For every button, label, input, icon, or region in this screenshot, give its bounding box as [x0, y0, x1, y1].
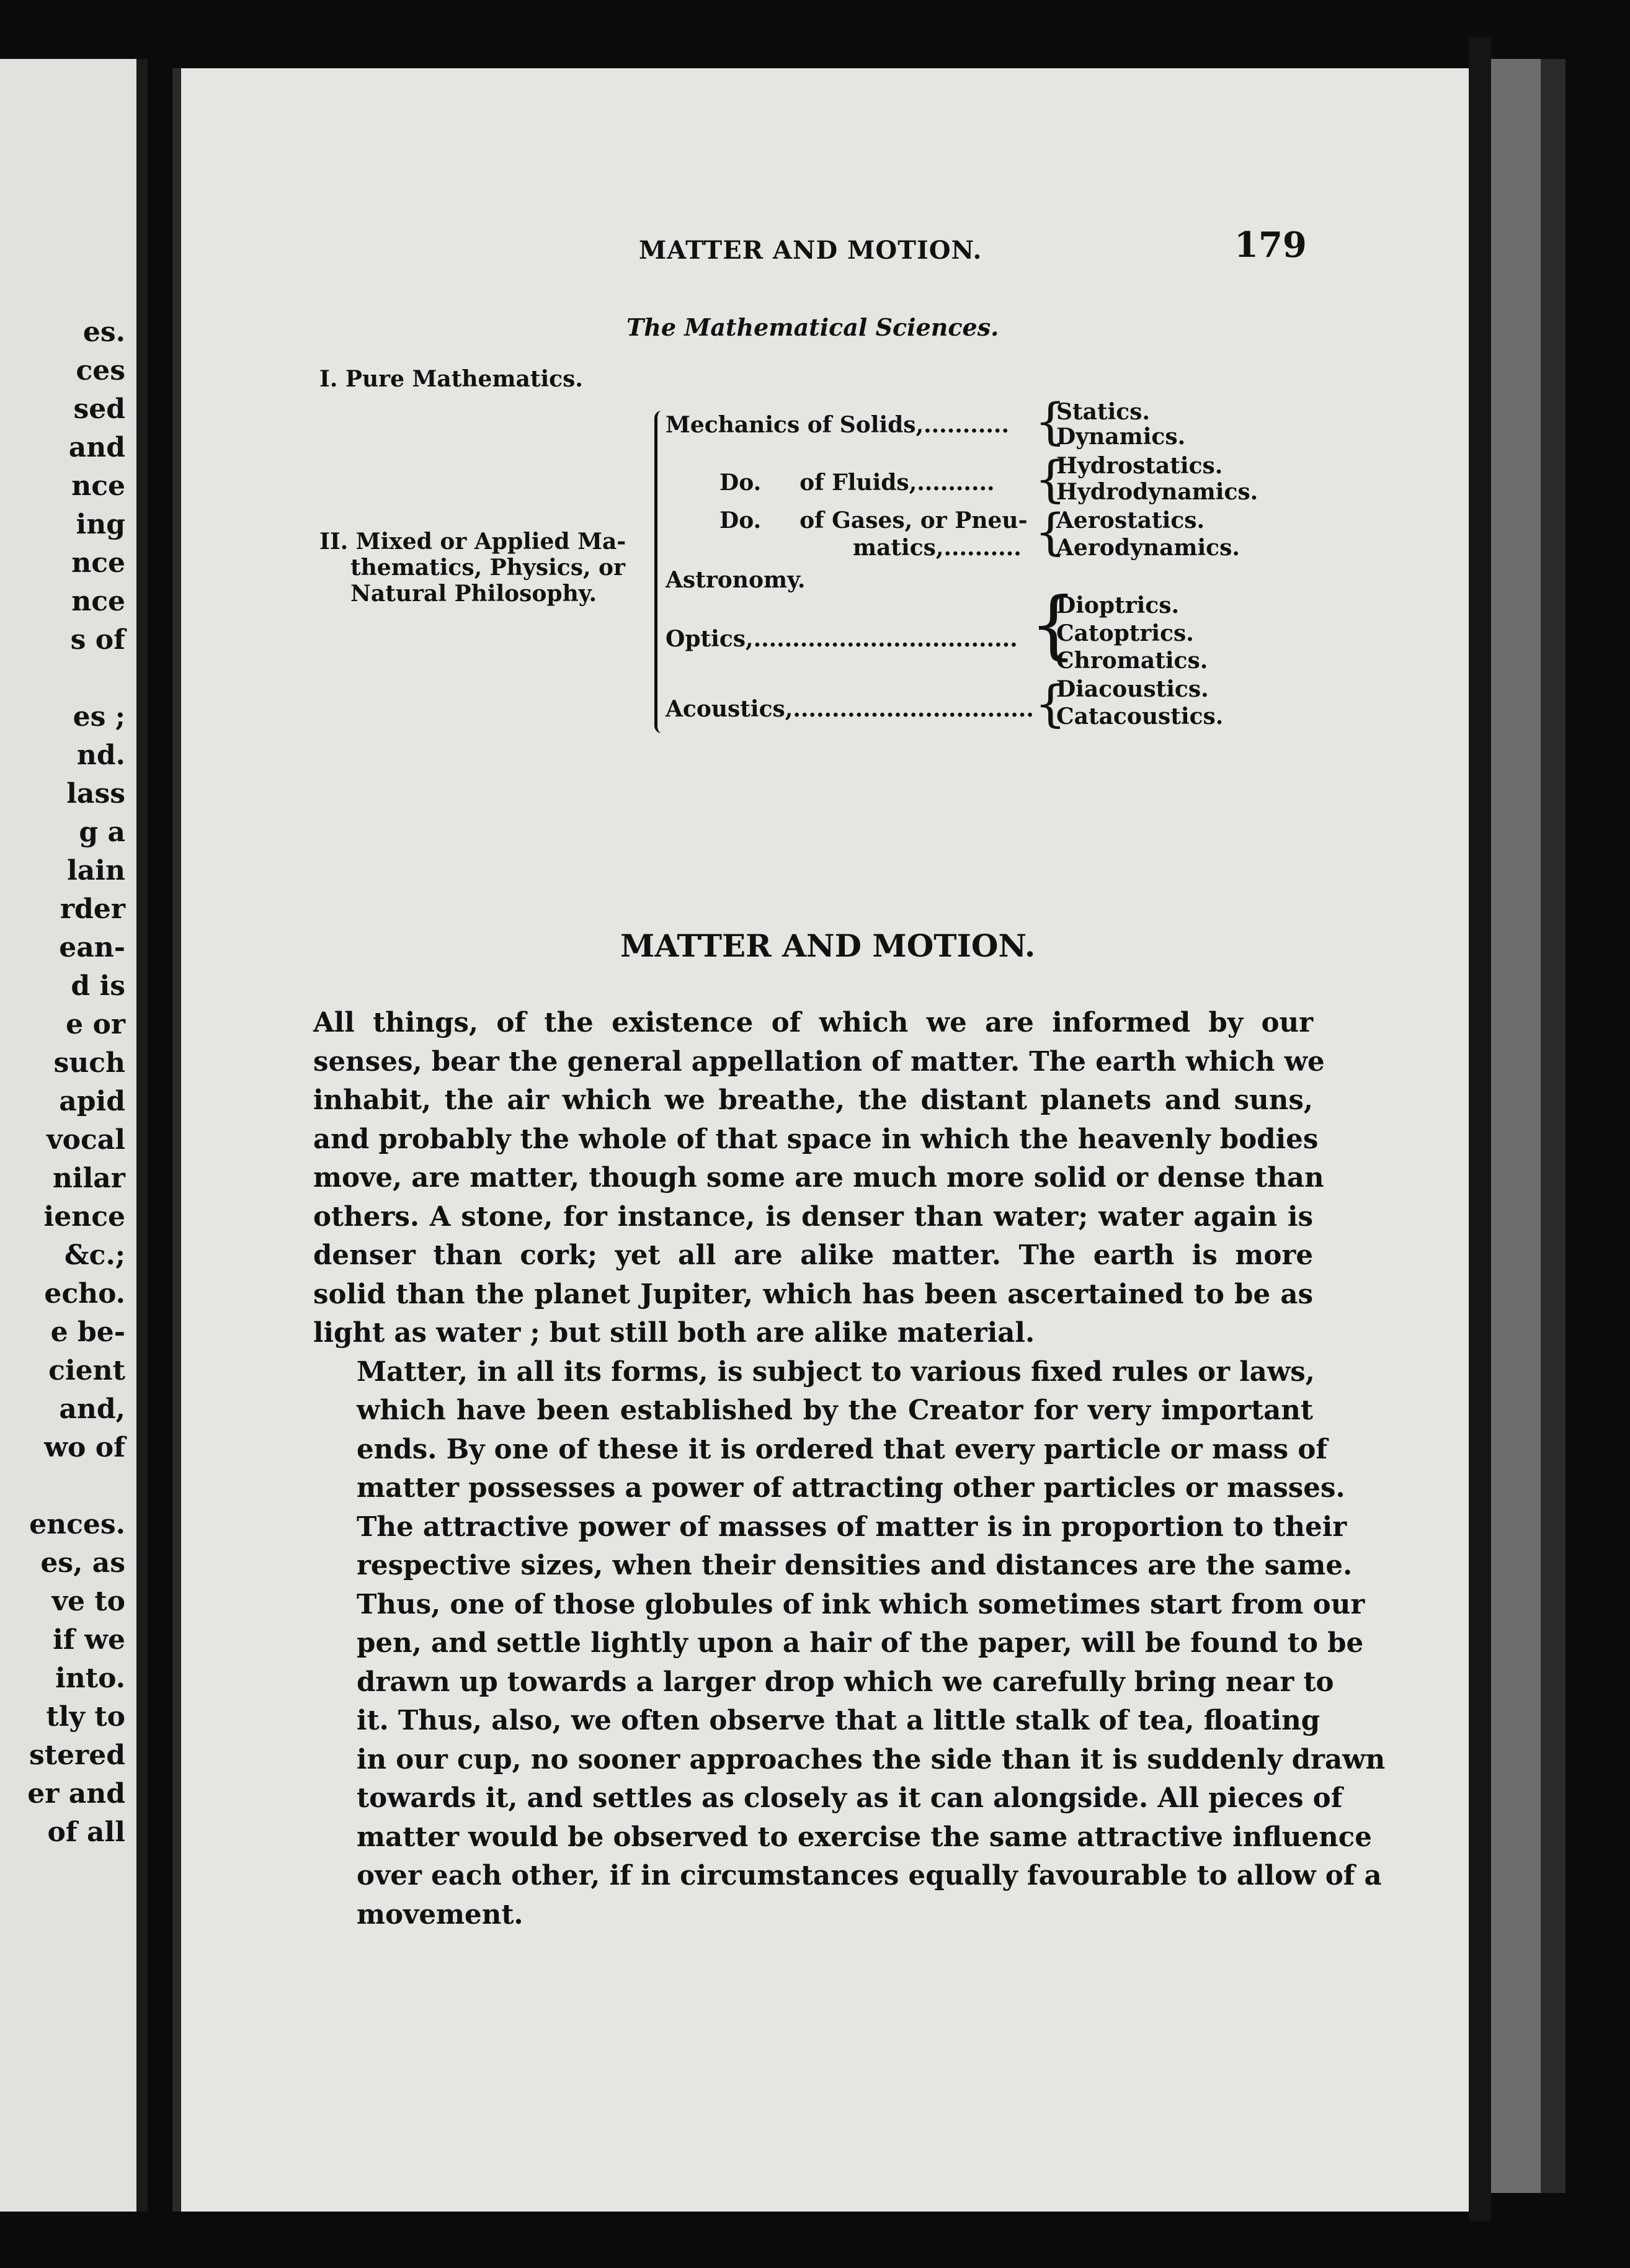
sub-hydrostatics: Hydrostatics. — [1056, 453, 1223, 479]
text-line: ends. By one of these it is ordered that every particle or mass of — [357, 1433, 1328, 1465]
section-title: MATTER AND MOTION. — [620, 927, 1036, 964]
page-number: 179 — [1234, 225, 1307, 266]
left-line-fragment: es. — [82, 316, 125, 348]
left-line-fragment: nd. — [76, 739, 125, 771]
dot-leader: .......... — [943, 535, 1022, 561]
dot-leader: ........... — [924, 412, 1009, 438]
row-label: Mechanics of Solids, — [666, 412, 924, 438]
text-line: senses, bear the general appellation of matter. The earth which we — [313, 1045, 1325, 1078]
book-gutter — [136, 59, 148, 2212]
paragraph-2 — [313, 1353, 1386, 1935]
sub-catacoustics: Catacoustics. — [1056, 703, 1224, 730]
left-line-fragment: d is — [71, 970, 125, 1002]
text-line: The attractive power of masses of matter is in proportion to their — [357, 1511, 1347, 1543]
ditto: Do. — [719, 507, 762, 534]
left-line-fragment: vocal — [47, 1124, 125, 1156]
left-line-fragment: tly to — [46, 1701, 125, 1733]
sub-dioptrics: Dioptrics. — [1056, 592, 1180, 618]
cover-edge — [1541, 59, 1565, 2193]
pure-mathematics-label: I. Pure Mathematics. — [319, 366, 583, 392]
text-line: light as water ; but still both are alike material. — [313, 1317, 1035, 1349]
mixed-line-2: thematics, Physics, or — [350, 555, 626, 581]
sub-brace: { — [1035, 675, 1066, 733]
sub-brace: { — [1030, 582, 1077, 668]
left-line-fragment: ces — [76, 355, 125, 386]
left-line-fragment: apid — [59, 1086, 125, 1117]
text-line: inhabit, the air which we breathe, the distant planets and suns, — [313, 1084, 1313, 1116]
row-mechanics-fluids — [719, 470, 995, 496]
left-line-fragment: cient — [48, 1355, 125, 1386]
left-line-fragment: of all — [47, 1816, 125, 1848]
text-line: Thus, one of those globules of ink which sometimes start from our — [357, 1588, 1365, 1620]
left-line-fragment: lain — [67, 855, 125, 886]
left-line-fragment: stered — [29, 1739, 125, 1771]
text-line: drawn up towards a larger drop which we carefully bring near to — [357, 1666, 1334, 1698]
left-line-fragment: s of — [70, 624, 125, 656]
text-line: which have been established by the Creator for very important — [357, 1395, 1313, 1426]
row-label-cont: matics, — [853, 535, 944, 561]
sub-chromatics: Chromatics. — [1056, 648, 1208, 674]
left-line-fragment: e be- — [50, 1316, 125, 1348]
row-optics — [666, 626, 1018, 652]
row-label: Acoustics, — [666, 696, 793, 722]
text-line: towards it, and settles as closely as it can alongside. All pieces of — [357, 1782, 1343, 1814]
left-line-fragment: rder — [60, 893, 125, 925]
ditto: Do. — [719, 470, 762, 496]
left-line-fragment: such — [53, 1047, 125, 1079]
left-line-fragment: wo of — [44, 1432, 125, 1463]
left-line-fragment: nce — [71, 586, 125, 617]
row-label: Optics, — [666, 626, 754, 652]
mixed-line-3: Natural Philosophy. — [350, 581, 597, 607]
row-label: of Gases, or Pneu- — [799, 507, 1028, 534]
left-line-fragment: ing — [76, 509, 125, 540]
text-line: and probably the whole of that space in which the heavenly bodies — [313, 1123, 1319, 1155]
text-line: All things, of the existence of which we are informed by our — [313, 1007, 1313, 1038]
sub-aerodynamics: Aerodynamics. — [1056, 535, 1240, 561]
left-line-fragment: g a — [79, 816, 125, 848]
text-line: Matter, in all its forms, is subject to various fixed rules or laws, — [357, 1355, 1315, 1388]
left-line-fragment — [27, 1467, 125, 1506]
left-line-fragment: sed — [73, 393, 125, 425]
left-line-fragment: er and — [27, 1778, 125, 1810]
sub-dynamics: Dynamics. — [1056, 424, 1186, 450]
row-astronomy: Astronomy. — [666, 567, 806, 593]
text-line: over each other, if in circumstances equally favourable to allow of a — [357, 1860, 1382, 1891]
left-line-fragment: es ; — [73, 701, 125, 733]
text-line: pen, and settle lightly upon a hair of the paper, will be found to be — [357, 1627, 1364, 1659]
left-page-text — [27, 313, 125, 1852]
left-line-fragment: ences. — [29, 1509, 125, 1540]
sub-brace: { — [1035, 393, 1066, 450]
paragraph-1 — [313, 1004, 1325, 1353]
left-line-fragment: ve to — [51, 1586, 125, 1617]
text-line: it. Thus, also, we often observe that a little stalk of tea, floating — [357, 1705, 1320, 1736]
left-line-fragment: &c.; — [64, 1239, 125, 1271]
text-line: solid than the planet Jupiter, which has been ascertained to be as — [313, 1278, 1313, 1310]
text-line: matter would be observed to exercise the same attractive influence — [357, 1821, 1372, 1853]
left-line-fragment — [27, 659, 125, 698]
left-line-fragment: e or — [66, 1009, 125, 1040]
sub-brace: { — [1035, 503, 1066, 561]
left-page-fragment — [0, 59, 148, 2212]
left-line-fragment: if we — [53, 1624, 125, 1656]
dot-leader: .......... — [917, 470, 995, 496]
sub-aerostatics: Aerostatics. — [1056, 507, 1205, 534]
body-text — [313, 1004, 1386, 1934]
table-caption: The Mathematical Sciences. — [626, 313, 999, 341]
next-page-edge — [1491, 59, 1541, 2193]
text-line: respective sizes, when their densities and distances are the same. — [357, 1550, 1353, 1581]
text-line: matter possesses a power of attracting other particles or masses. — [357, 1472, 1345, 1504]
left-line-fragment: nilar — [52, 1163, 125, 1194]
left-line-fragment: into. — [55, 1663, 125, 1694]
mixed-line-1: II. Mixed or Applied Ma- — [319, 529, 626, 555]
text-line: movement. — [357, 1898, 523, 1931]
sub-hydrodynamics: Hydrodynamics. — [1056, 479, 1258, 505]
left-line-fragment: es, as — [40, 1547, 125, 1579]
sub-brace: { — [1035, 450, 1066, 508]
sub-statics: Statics. — [1056, 399, 1150, 425]
row-mechanics-gases-cont — [853, 535, 1022, 561]
text-line: move, are matter, though some are much more solid or dense than — [313, 1162, 1324, 1194]
left-line-fragment: and — [68, 432, 125, 463]
left-line-fragment: and, — [59, 1393, 125, 1425]
dot-leader: .................................. — [753, 626, 1018, 652]
mixed-mathematics-label — [319, 529, 626, 607]
row-acoustics — [666, 696, 1034, 722]
row-mechanics-gases — [719, 507, 1028, 534]
left-line-fragment: ean- — [59, 932, 125, 963]
row-mechanics-solids — [666, 412, 1009, 438]
left-line-fragment: nce — [71, 547, 125, 579]
left-line-fragment: nce — [71, 470, 125, 502]
row-label: of Fluids, — [799, 470, 917, 496]
page-edge-shadow — [1469, 37, 1491, 2221]
left-line-fragment: ience — [43, 1201, 125, 1233]
text-line: in our cup, no sooner approaches the side than it is suddenly drawn — [357, 1743, 1386, 1775]
text-line: denser than cork; yet all are alike matter. The earth is more — [313, 1239, 1313, 1271]
dot-leader: ............................... — [793, 696, 1034, 722]
sub-diacoustics: Diacoustics. — [1056, 676, 1209, 702]
sub-catoptrics: Catoptrics. — [1056, 620, 1194, 646]
running-header: MATTER AND MOTION. — [639, 236, 982, 265]
left-line-fragment: echo. — [44, 1278, 125, 1310]
left-line-fragment: lass — [66, 778, 125, 810]
text-line: others. A stone, for instance, is denser than water; water again is — [313, 1200, 1313, 1233]
